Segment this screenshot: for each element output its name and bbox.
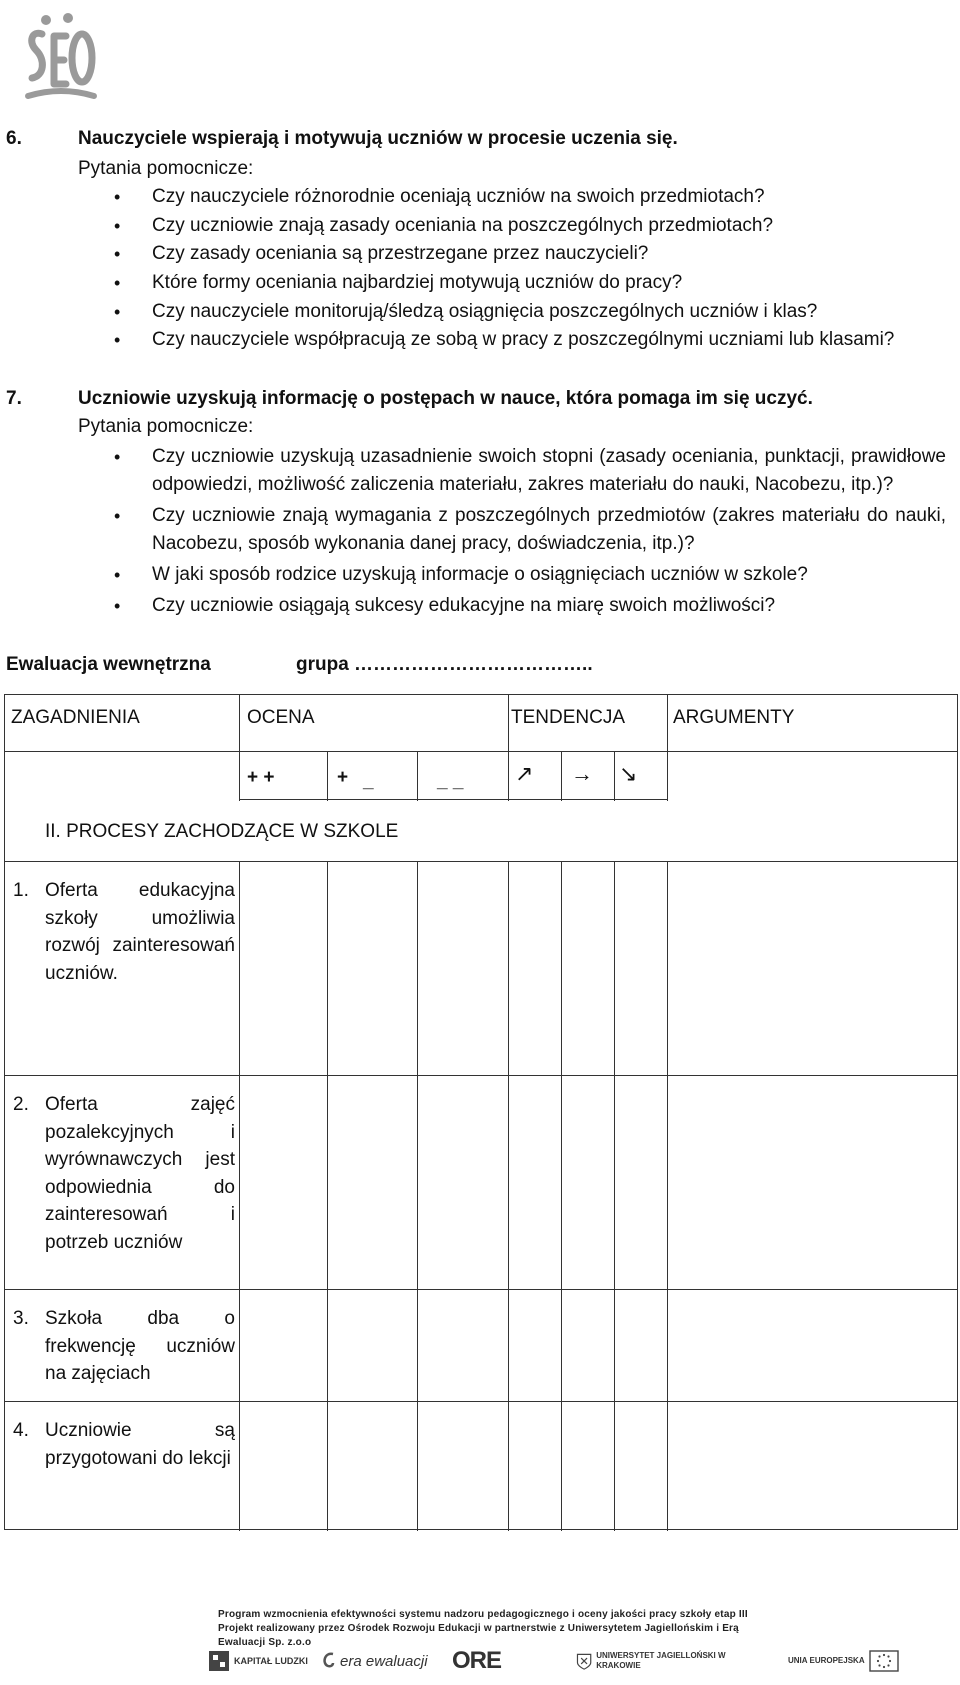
section-number: 6. <box>6 128 22 149</box>
process-heading: II. PROCESY ZACHODZĄCE W SZKOLE <box>45 821 399 842</box>
table-row <box>13 1091 235 1257</box>
section-number: 7. <box>6 388 22 409</box>
section-6-questions <box>78 183 946 382</box>
row-text: Uczniowie są przygotowani do lekcji <box>45 1420 235 1469</box>
list-item: • Czy uczniowie uzyskują uzasadnienie swoich stopni (zasady oceniania, punktacji, prawidłowe odpowiedzi, możliwość zaliczenia materiału, zakres materiału do nauki, Nacobezu, itp.)? <box>78 443 946 499</box>
footer-logos <box>208 1645 948 1677</box>
col-divider <box>508 861 509 1531</box>
header-ocena: OCENA <box>247 707 315 728</box>
col-divider <box>667 861 668 1531</box>
list-item: • Czy zasady oceniania są przestrzegane przez nauczycieli? <box>78 240 946 269</box>
kapital-ludzki-icon <box>208 1650 230 1672</box>
col-divider <box>508 695 509 801</box>
section-title: Nauczyciele wspierają i motywują uczniów w procesie uczenia się. <box>78 128 678 149</box>
kapital-ludzki-text: KAPITAŁ LUDZKI <box>234 1656 308 1666</box>
header-tendencja: TENDENCJA <box>511 707 626 728</box>
rating-very-bad: _ _ <box>437 771 464 792</box>
section-6-subtitle: Pytania pomocnicze: <box>78 158 254 179</box>
era-icon <box>320 1650 336 1672</box>
footer-text <box>218 1608 758 1650</box>
row-text: Szkoła dba o frekwencję uczniów na zajęciach <box>45 1308 235 1385</box>
trend-steady-icon: → <box>571 761 593 786</box>
row-number: 2. <box>13 1094 29 1115</box>
section-7-questions <box>78 443 946 623</box>
col-divider <box>667 695 668 801</box>
rating-good: + <box>337 767 349 788</box>
row-number: 3. <box>13 1308 29 1329</box>
row-number: 1. <box>13 880 29 901</box>
ue-logo <box>788 1645 938 1677</box>
section-title: Uczniowie uzyskują informację o postępach w nauce, która pomaga im się uczyć. <box>78 388 813 409</box>
rating-bad: _ <box>363 771 374 792</box>
ue-text: UNIA EUROPEJSKA <box>788 1656 865 1665</box>
row-divider <box>5 1289 957 1290</box>
col-divider <box>417 751 418 801</box>
uj-text: UNIWERSYTET JAGIELLOŃSKI W KRAKOWIE <box>596 1651 726 1670</box>
col-divider <box>614 861 615 1531</box>
eu-flag-icon <box>869 1650 899 1672</box>
col-divider <box>239 861 240 1531</box>
group-field: grupa ……………………………….. <box>296 654 593 675</box>
list-item: • Czy nauczyciele monitorują/śledzą osiągnięcia poszczególnych uczniów i klas? <box>78 298 946 327</box>
era-ewaluacji-text: era ewaluacji <box>340 1652 428 1670</box>
kapital-ludzki-logo <box>208 1645 308 1677</box>
col-divider <box>417 861 418 1531</box>
row-divider <box>5 861 957 862</box>
footer-line-2: Projekt realizowany przez Ośrodek Rozwoju Edukacji w partnerstwie z Uniwersytetem Jagiellońskim i Erą Ewaluacji Sp. z.o.o <box>218 1623 739 1648</box>
col-divider <box>614 751 615 801</box>
era-ewaluacji-logo <box>320 1645 428 1677</box>
rating-very-good: + + <box>247 767 275 788</box>
table-row <box>13 1417 235 1472</box>
table-row <box>13 1305 235 1388</box>
list-item: • Czy nauczyciele współpracują ze sobą w pracy z poszczególnymi uczniami lub klasami? <box>78 326 946 382</box>
uj-logo <box>576 1645 726 1677</box>
uj-crest-icon <box>576 1649 592 1673</box>
footer-line-1: Program wzmocnienia efektywności systemu nadzoru pedagogicznego i oceny jakości pracy szkoły etap III <box>218 1609 748 1620</box>
list-item: • Czy uczniowie znają wymagania z poszczególnych przedmiotów (zakres materiału do nauki, Nacobezu, sposób wykonania danej pracy, doświadczenia, itp.)? <box>78 502 946 558</box>
list-item: • Które formy oceniania najbardziej motywują uczniów do pracy? <box>78 269 946 298</box>
col-divider <box>327 861 328 1531</box>
ore-text: ORE <box>452 1647 502 1674</box>
row-divider <box>5 1401 957 1402</box>
trend-up-icon: ↗ <box>515 761 534 786</box>
seo-logo <box>24 6 98 110</box>
table-row <box>13 877 235 987</box>
section-7-heading <box>6 388 946 410</box>
list-item: • Czy uczniowie osiągają sukcesy edukacyjne na miarę swoich możliwości? <box>78 592 946 620</box>
section-6-heading <box>6 128 946 150</box>
list-item: • W jaki sposób rodzice uzyskują informacje o osiągnięciach uczniów w szkole? <box>78 561 946 589</box>
header-argumenty: ARGUMENTY <box>673 707 795 728</box>
section-7-subtitle: Pytania pomocnicze: <box>78 416 254 437</box>
cell-divider <box>239 799 667 800</box>
row-text: Oferta edukacyjna szkoły umożliwia rozwój zainteresowań uczniów. <box>45 880 235 984</box>
trend-down-icon: ↘ <box>619 761 638 786</box>
col-divider <box>561 861 562 1531</box>
header-zagadnienia: ZAGADNIENIA <box>11 707 140 728</box>
row-number: 4. <box>13 1420 29 1441</box>
row-divider <box>5 1075 957 1076</box>
evaluation-label: Ewaluacja wewnętrzna <box>6 654 211 675</box>
evaluation-table <box>4 694 958 1530</box>
row-divider <box>5 751 957 752</box>
row-text: Oferta zajęć pozalekcyjnych i wyrównawczych jest odpowiednia do zainteresowań i potrzeb uczniów <box>45 1094 235 1253</box>
list-item: • Czy nauczyciele różnorodnie oceniają uczniów na swoich przedmiotach? <box>78 183 946 212</box>
col-divider <box>561 751 562 801</box>
list-item: • Czy uczniowie znają zasady oceniania na poszczególnych przedmiotach? <box>78 212 946 241</box>
col-divider <box>239 695 240 801</box>
col-divider <box>327 751 328 801</box>
ore-logo <box>452 1645 501 1677</box>
